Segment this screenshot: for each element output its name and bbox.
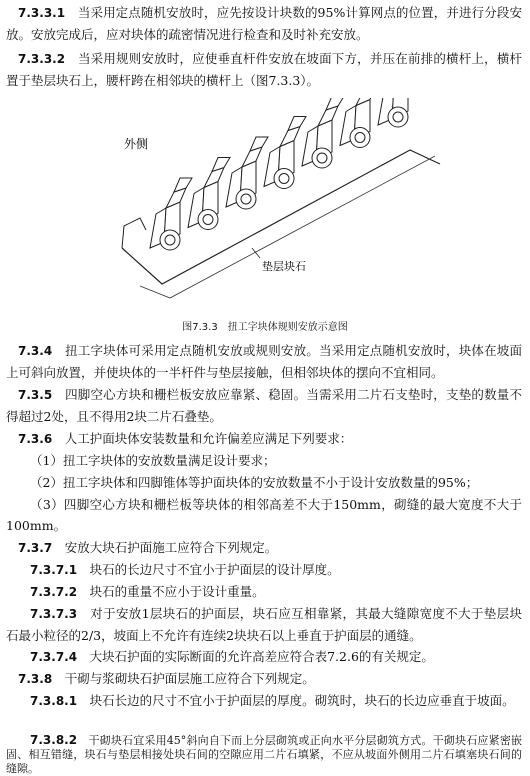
clause-number: 7.3.7.3 bbox=[30, 607, 78, 621]
clause-number: 7.3.6 bbox=[18, 432, 53, 446]
block-placement-diagram bbox=[110, 98, 450, 304]
armour-block-unit bbox=[378, 98, 420, 127]
armour-block-unit bbox=[188, 158, 230, 230]
clause-number: 7.3.7.1 bbox=[30, 563, 78, 577]
armour-block-unit bbox=[226, 137, 268, 209]
list-item-1 bbox=[6, 450, 522, 471]
clause-text: 块石长边的尺寸不宜小于护面层的厚度。砌筑时，块石的长边应垂直于坡面。 bbox=[89, 693, 515, 708]
paragraph-7-3-7-2 bbox=[6, 581, 522, 603]
label-outer-side: 外侧 bbox=[124, 137, 149, 151]
list-item-2 bbox=[6, 472, 522, 493]
clause-text: 四脚空心方块和栅栏板安放应靠紧、稳固。当需采用二片石支垫时，支垫的数量不得超过2处，且不得用2块二片石叠垫。 bbox=[6, 387, 522, 424]
clause-number: 7.3.7.4 bbox=[30, 650, 78, 664]
clause-number: 7.3.8.1 bbox=[30, 694, 78, 708]
list-item-text: （1）扭工字块体的安放数量满足设计要求； bbox=[30, 453, 276, 468]
paragraph-7-3-7-3 bbox=[6, 603, 522, 646]
clause-text: 块石的重量不应小于设计重量。 bbox=[89, 584, 265, 599]
clause-number: 7.3.5 bbox=[18, 388, 53, 402]
clause-number: 7.3.7.2 bbox=[30, 585, 78, 599]
list-item-3 bbox=[6, 494, 522, 536]
paragraph-7-3-8-1 bbox=[6, 690, 522, 712]
clause-text: 安放大块石护面施工应符合下列规定。 bbox=[64, 540, 278, 555]
paragraph-7-3-7-1 bbox=[6, 559, 522, 581]
clause-number: 7.3.8 bbox=[18, 672, 53, 686]
clause-number: 7.3.3.1 bbox=[18, 6, 66, 20]
paragraph-7-3-7-4 bbox=[6, 646, 522, 668]
paragraph-7-3-7 bbox=[6, 537, 522, 559]
clause-number: 7.3.8.2 bbox=[30, 733, 78, 747]
paragraph-7-3-6 bbox=[6, 428, 522, 450]
clause-text: 当采用定点随机安放时，应先按设计块数的95%计算网点的位置，并进行分段安放。安放完成后，应对块体的疏密情况进行检查和及时补充安放。 bbox=[6, 5, 522, 42]
paragraph-7-3-3-1 bbox=[6, 2, 522, 45]
clause-number: 7.3.3.2 bbox=[18, 52, 66, 66]
figure-block-placement bbox=[110, 98, 450, 304]
armour-block-unit bbox=[302, 98, 344, 168]
figure-caption: 图7.3.3 扭工字块体规则安放示意图 bbox=[182, 322, 348, 333]
clause-number: 7.3.7 bbox=[18, 541, 53, 555]
clause-number: 7.3.4 bbox=[18, 344, 53, 358]
clause-text: 干砌块石宜采用45°斜向自下而上分层砌筑或正向水平分层砌筑方式。干砌块石应紧密嵌固、相互错缝，块石与垫层相接处块石间的空隙应用二片石填紧，不应从坡面外侧用二片石填塞块石间的缝隙。 bbox=[6, 734, 523, 775]
list-item-text: （2）扭工字块体和四脚锥体等护面块体的安放数量不小于设计安放数量的95%； bbox=[30, 475, 479, 490]
paragraph-7-3-8-2 bbox=[6, 733, 522, 776]
clause-text: 块石的长边尺寸不宜小于护面层的设计厚度。 bbox=[89, 562, 340, 577]
label-bedding-stone: 垫层块石 bbox=[262, 260, 306, 273]
clause-text: 人工护面块体安装数量和允许偏差应满足下列要求： bbox=[64, 431, 353, 446]
paragraph-7-3-8 bbox=[6, 668, 522, 690]
paragraph-7-3-5 bbox=[6, 384, 522, 427]
clause-text: 对于安放1层块石的护面层，块石应互相靠紧，其最大缝隙宽度不大于垫层块石最小粒径的2/3，坡面上不允许有连续2块块石以上垂直于护面层的通缝。 bbox=[6, 606, 522, 643]
paragraph-7-3-4 bbox=[6, 340, 522, 383]
clause-text: 干砌与浆砌块石护面层施工应符合下列规定。 bbox=[64, 671, 315, 686]
clause-text: 扭工字块体可采用定点随机安放或规则安放。当采用定点随机安放时，块体在坡面上可斜向放置，并使块体的一半杆件与垫层接触，但相邻块体的摆向不宜相同。 bbox=[6, 343, 522, 380]
armour-block-unit bbox=[264, 117, 306, 189]
paragraph-7-3-3-2 bbox=[6, 48, 522, 91]
armour-block-unit bbox=[340, 98, 382, 148]
clause-text: 大块石护面的实际断面的允许高差应符合表7.2.6的有关规定。 bbox=[89, 649, 434, 664]
armour-block-unit bbox=[150, 178, 192, 250]
clause-text: 当采用规则安放时，应使垂直杆件安放在坡面下方，并压在前排的横杆上，横杆置于垫层块石上，腰杆跨在相邻块的横杆上（图7.3.3）。 bbox=[6, 51, 522, 88]
list-item-text: （3）四脚空心方块和栅栏板等块体的相邻高差不大于150mm，砌缝的最大宽度不大于100mm。 bbox=[6, 497, 522, 533]
